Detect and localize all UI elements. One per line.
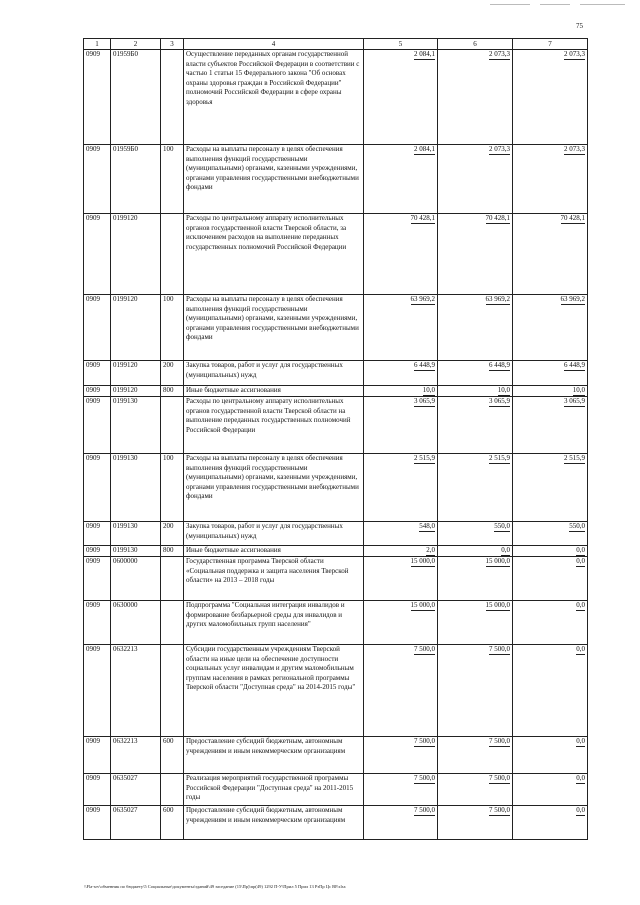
amount-year-1: 2 084,1: [364, 50, 438, 145]
col-header: 7: [513, 39, 588, 50]
table-row: [84, 806, 588, 840]
amount-year-2: 7 500,0: [438, 806, 513, 840]
amount-year-2: 15 000,0: [438, 557, 513, 601]
table-row: [84, 145, 588, 214]
col-header: 1: [84, 39, 111, 50]
table-row: [84, 546, 588, 557]
file-path-footer: \\Fla-srv\обменник по бюджету\5 Социальные\документы\зданий\49 заседание (15\Пр)\пр(49) 1292 П-У\Прил 5 Прил 13 РзПр Цс ВР.xlsx: [84, 884, 346, 889]
amount-year-1: 548,0: [364, 522, 438, 546]
section-code: 0909: [84, 397, 111, 454]
amount-year-3: 0,0: [513, 774, 588, 806]
table-row: [84, 361, 588, 386]
target-code: 0199130: [111, 454, 161, 522]
amount-year-3: 63 969,2: [513, 295, 588, 361]
item-name: Расходы на выплаты персоналу в целях обеспечения выполнения функций государственными (муниципальными) органами, казенными учреждениями, органами управления государственными внебюджетными фондами: [184, 454, 364, 522]
amount-year-1: 7 500,0: [364, 806, 438, 840]
expense-type-code: 800: [161, 386, 184, 397]
table-row: [84, 737, 588, 774]
amount-year-2: 15 000,0: [438, 601, 513, 645]
amount-year-3: 0,0: [513, 546, 588, 557]
amount-year-1: 2 084,1: [364, 145, 438, 214]
target-code: 0635027: [111, 806, 161, 840]
expense-type-code: [161, 557, 184, 601]
table-row: [84, 397, 588, 454]
amount-year-2: 2 073,3: [438, 145, 513, 214]
target-code: 0199120: [111, 361, 161, 386]
col-header: 3: [161, 39, 184, 50]
amount-year-3: 2 073,3: [513, 50, 588, 145]
amount-year-1: 10,0: [364, 386, 438, 397]
amount-year-1: 70 428,1: [364, 214, 438, 295]
amount-year-2: 7 500,0: [438, 737, 513, 774]
section-code: 0909: [84, 361, 111, 386]
target-code: 0600000: [111, 557, 161, 601]
amount-year-1: 3 065,9: [364, 397, 438, 454]
amount-year-3: 0,0: [513, 601, 588, 645]
table-row: [84, 386, 588, 397]
target-code: 0199120: [111, 386, 161, 397]
amount-year-3: 10,0: [513, 386, 588, 397]
col-header: 5: [364, 39, 438, 50]
item-name: Закупка товаров, работ и услуг для государственных (муниципальных) нужд: [184, 361, 364, 386]
target-code: 0635027: [111, 774, 161, 806]
amount-year-2: 70 428,1: [438, 214, 513, 295]
expense-type-code: [161, 214, 184, 295]
amount-year-1: 2 515,9: [364, 454, 438, 522]
item-name: Иные бюджетные ассигнования: [184, 386, 364, 397]
table-row: [84, 214, 588, 295]
amount-year-2: 2 515,9: [438, 454, 513, 522]
target-code: 01959Б0: [111, 145, 161, 214]
amount-year-1: 6 448,9: [364, 361, 438, 386]
target-code: 0632213: [111, 645, 161, 737]
item-name: Субсидии государственным учреждениям Тверской области на иные цели на обеспечение доступности социальных услуг инвалидам и другим маломобильным группам населения в рамках региональной программы Тверской области "Доступная среда" на 2014-2015 годы": [184, 645, 364, 737]
section-code: 0909: [84, 774, 111, 806]
amount-year-1: 7 500,0: [364, 645, 438, 737]
col-header: 2: [111, 39, 161, 50]
expense-type-code: 100: [161, 295, 184, 361]
page-number: 75: [576, 22, 583, 30]
amount-year-3: 6 448,9: [513, 361, 588, 386]
expense-type-code: [161, 645, 184, 737]
target-code: 0630000: [111, 601, 161, 645]
section-code: 0909: [84, 601, 111, 645]
section-code: 0909: [84, 737, 111, 774]
item-name: Расходы по центральному аппарату исполнительных органов государственной власти Тверской области на выполнение переданных государственных полномочий Российской Федерации: [184, 397, 364, 454]
expense-type-code: 100: [161, 145, 184, 214]
header-row: [84, 39, 588, 50]
amount-year-1: 7 500,0: [364, 774, 438, 806]
section-code: 0909: [84, 454, 111, 522]
expense-type-code: 600: [161, 737, 184, 774]
section-code: 0909: [84, 645, 111, 737]
target-code: 01959Б0: [111, 50, 161, 145]
amount-year-3: 2 073,3: [513, 145, 588, 214]
amount-year-2: 550,0: [438, 522, 513, 546]
col-header: 4: [184, 39, 364, 50]
expense-type-code: [161, 397, 184, 454]
expense-type-code: 200: [161, 361, 184, 386]
amount-year-3: 70 428,1: [513, 214, 588, 295]
amount-year-2: 0,0: [438, 546, 513, 557]
amount-year-1: 15 000,0: [364, 557, 438, 601]
section-code: 0909: [84, 522, 111, 546]
top-scan-mark: [480, 2, 630, 8]
amount-year-2: 7 500,0: [438, 645, 513, 737]
amount-year-2: 3 065,9: [438, 397, 513, 454]
table-row: [84, 295, 588, 361]
amount-year-2: 10,0: [438, 386, 513, 397]
col-header: 6: [438, 39, 513, 50]
expense-type-code: 200: [161, 522, 184, 546]
section-code: 0909: [84, 386, 111, 397]
target-code: 0199120: [111, 295, 161, 361]
section-code: 0909: [84, 50, 111, 145]
amount-year-2: 6 448,9: [438, 361, 513, 386]
target-code: 0632213: [111, 737, 161, 774]
target-code: 0199130: [111, 546, 161, 557]
expense-type-code: [161, 601, 184, 645]
item-name: Расходы на выплаты персоналу в целях обеспечения выполнения функций государственными (муниципальными) органами, казенными учреждениями, органами управления государственными внебюджетными фондами: [184, 295, 364, 361]
amount-year-3: 0,0: [513, 557, 588, 601]
item-name: Иные бюджетные ассигнования: [184, 546, 364, 557]
expense-type-code: 800: [161, 546, 184, 557]
item-name: Предоставление субсидий бюджетным, автономным учреждениям и иным некоммерческим организациям: [184, 806, 364, 840]
amount-year-2: 2 073,3: [438, 50, 513, 145]
expense-type-code: 600: [161, 806, 184, 840]
target-code: 0199120: [111, 214, 161, 295]
item-name: Предоставление субсидий бюджетным, автономным учреждениям и иным некоммерческим организациям: [184, 737, 364, 774]
item-name: Расходы по центральному аппарату исполнительных органов государственной власти Тверской области, за исключением расходов на выполнение переданных государственных полномочий Российской Федерации: [184, 214, 364, 295]
amount-year-3: 0,0: [513, 737, 588, 774]
section-code: 0909: [84, 295, 111, 361]
amount-year-1: 63 969,2: [364, 295, 438, 361]
amount-year-1: 2,0: [364, 546, 438, 557]
amount-year-3: 3 065,9: [513, 397, 588, 454]
target-code: 0199130: [111, 397, 161, 454]
amount-year-3: 0,0: [513, 645, 588, 737]
amount-year-1: 15 000,0: [364, 601, 438, 645]
amount-year-3: 550,0: [513, 522, 588, 546]
table-row: [84, 645, 588, 737]
section-code: 0909: [84, 557, 111, 601]
section-code: 0909: [84, 214, 111, 295]
item-name: Осуществление переданных органам государственной власти субъектов Российской Федерации в соответствии с частью 1 статьи 15 Федерального закона "Об основах охраны здоровья граждан в Российской Федерации" полномочий Российской Федерации в сфере охраны здоровья: [184, 50, 364, 145]
table-row: [84, 557, 588, 601]
amount-year-3: 2 515,9: [513, 454, 588, 522]
section-code: 0909: [84, 145, 111, 214]
table-row: [84, 454, 588, 522]
table-row: [84, 601, 588, 645]
amount-year-2: 63 969,2: [438, 295, 513, 361]
table-row: [84, 522, 588, 546]
target-code: 0199130: [111, 522, 161, 546]
item-name: Государственная программа Тверской области «Социальная поддержка и защита населения Тверской области» на 2013 – 2018 годы: [184, 557, 364, 601]
expense-type-code: 100: [161, 454, 184, 522]
budget-table: [83, 38, 588, 840]
section-code: 0909: [84, 806, 111, 840]
item-name: Расходы на выплаты персоналу в целях обеспечения выполнения функций государственными (муниципальными) органами, казенными учреждениями, органами управления государственными внебюджетными фондами: [184, 145, 364, 214]
amount-year-1: 7 500,0: [364, 737, 438, 774]
item-name: Подпрограмма "Социальная интеграция инвалидов и формирование безбарьерной среды для инвалидов и других маломобильных групп населения": [184, 601, 364, 645]
expense-type-code: [161, 774, 184, 806]
item-name: Реализация мероприятий государственной программы Российской Федерации "Доступная среда" на 2011-2015 годы: [184, 774, 364, 806]
table-row: [84, 50, 588, 145]
section-code: 0909: [84, 546, 111, 557]
amount-year-3: 0,0: [513, 806, 588, 840]
amount-year-2: 7 500,0: [438, 774, 513, 806]
table-row: [84, 774, 588, 806]
expense-type-code: [161, 50, 184, 145]
item-name: Закупка товаров, работ и услуг для государственных (муниципальных) нужд: [184, 522, 364, 546]
